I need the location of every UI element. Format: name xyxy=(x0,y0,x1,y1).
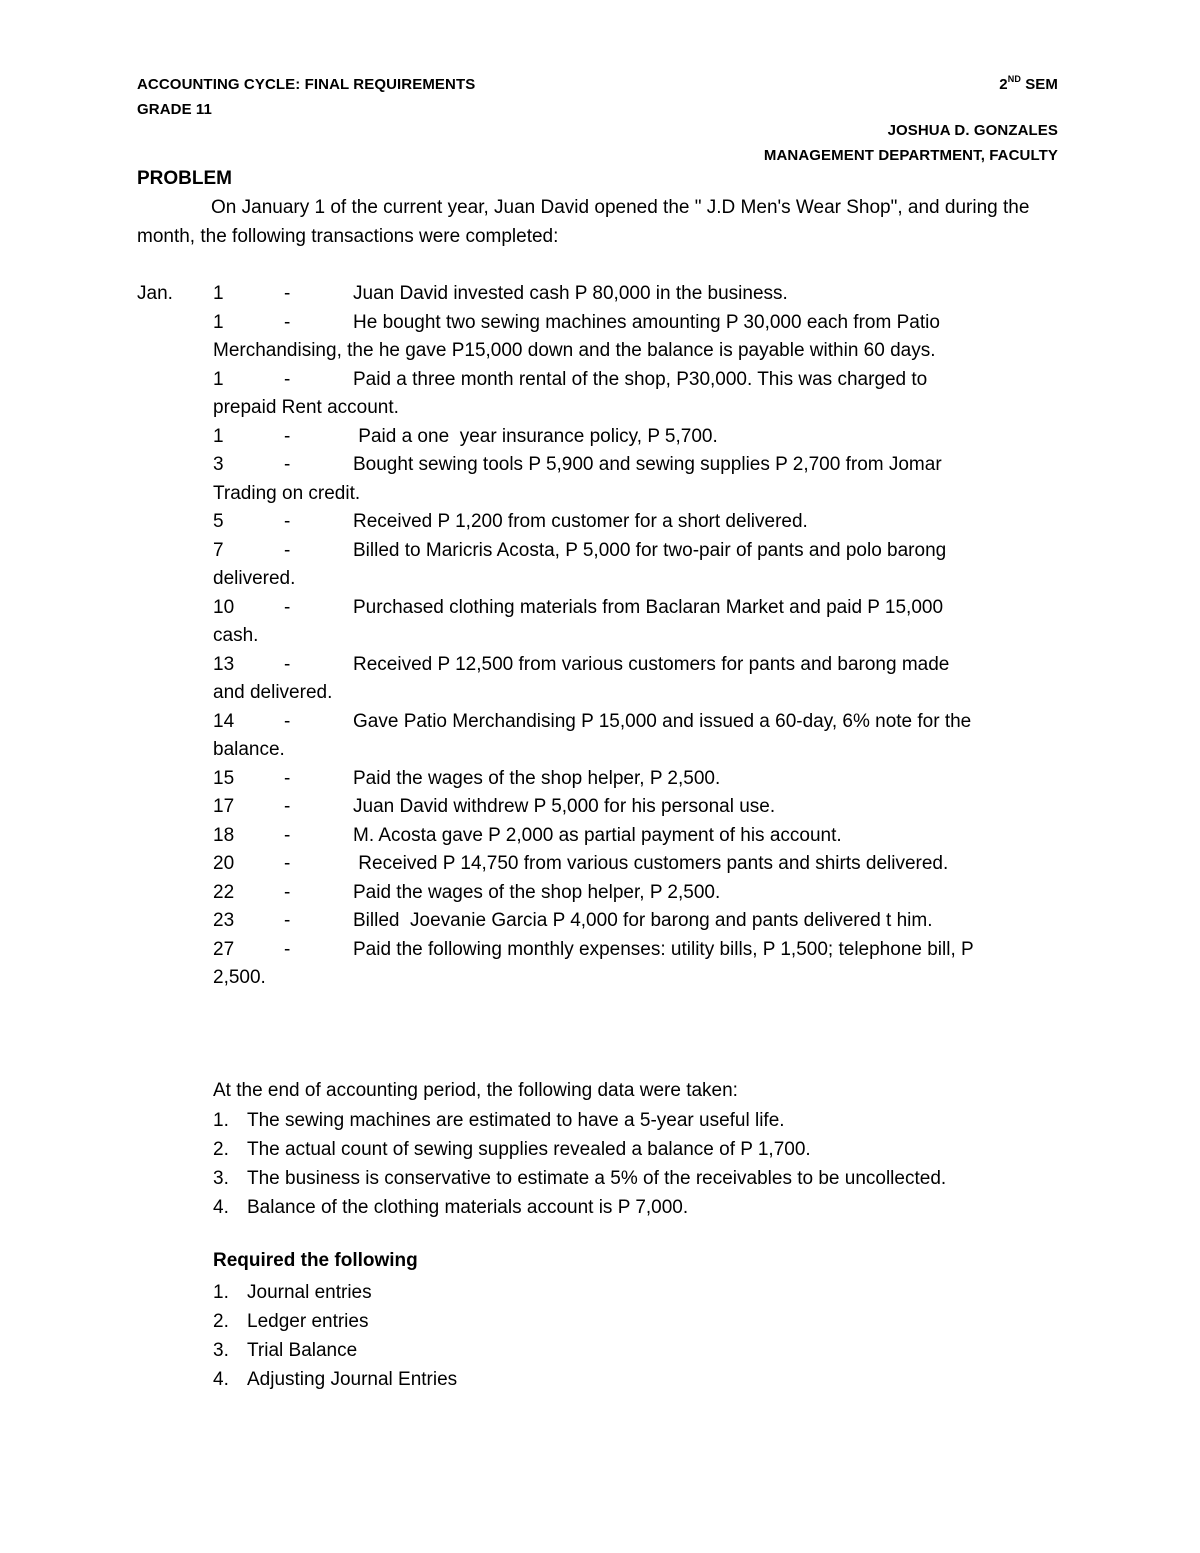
author-name: JOSHUA D. GONZALES xyxy=(887,122,1058,139)
transaction-dash: - xyxy=(284,910,291,931)
transaction-row xyxy=(137,508,1067,537)
transaction-row xyxy=(137,451,1067,508)
transaction-text: Bought sewing tools P 5,900 and sewing supplies P 2,700 from Jomar xyxy=(353,454,942,475)
semester-suffix: ND xyxy=(1007,74,1021,84)
document-title: ACCOUNTING CYCLE: FINAL REQUIREMENTS xyxy=(137,76,476,93)
transaction-text: Paid the wages of the shop helper, P 2,500. xyxy=(353,881,721,903)
list-text: The sewing machines are estimated to have a 5-year useful life. xyxy=(247,1110,785,1131)
transaction-row xyxy=(137,423,1067,452)
list-number: 3. xyxy=(213,1340,229,1361)
transaction-text-cont: cash. xyxy=(213,625,259,646)
transaction-row xyxy=(137,309,1067,366)
transaction-text: Paid the wages of the shop helper, P 2,500. xyxy=(353,767,721,789)
transaction-day: 23 xyxy=(213,910,235,931)
transaction-day: 17 xyxy=(213,796,235,817)
transaction-dash: - xyxy=(284,454,291,475)
transaction-text-cont: Merchandising, the he gave P15,000 down and the balance is payable within 60 days. xyxy=(213,340,936,361)
list-item xyxy=(213,1193,1113,1222)
transaction-text-cont: Trading on credit. xyxy=(213,482,361,504)
transaction-row xyxy=(137,537,1067,594)
transaction-row xyxy=(137,936,1067,993)
transaction-text: Juan David withdrew P 5,000 for his personal use. xyxy=(353,796,776,817)
list-number: 1. xyxy=(213,1110,229,1131)
transaction-row xyxy=(137,850,1067,879)
list-item xyxy=(213,1164,1113,1193)
transaction-list xyxy=(137,280,1067,993)
transaction-text-cont: and delivered. xyxy=(213,682,333,703)
grade-label: GRADE 11 xyxy=(137,101,212,118)
transaction-dash: - xyxy=(284,311,291,333)
transaction-text: Billed Joevanie Garcia P 4,000 for barong and pants delivered t him. xyxy=(353,910,933,931)
transaction-dash: - xyxy=(284,596,291,618)
transaction-row xyxy=(137,793,1067,822)
transaction-day: 5 xyxy=(213,511,224,532)
transaction-dash: - xyxy=(284,653,291,675)
transaction-day: 1 xyxy=(213,283,224,304)
transaction-row xyxy=(137,765,1067,794)
transaction-dash: - xyxy=(284,881,291,903)
transaction-text: He bought two sewing machines amounting P 30,000 each from Patio xyxy=(353,311,940,333)
transaction-text: Paid a one year insurance policy, P 5,700. xyxy=(353,425,718,447)
transaction-text-cont: delivered. xyxy=(213,568,296,589)
transaction-day: 7 xyxy=(213,539,224,561)
list-number: 2. xyxy=(213,1139,229,1160)
list-item xyxy=(213,1336,1113,1365)
transaction-text: Paid the following monthly expenses: utility bills, P 1,500; telephone bill, P xyxy=(353,938,974,960)
list-item xyxy=(213,1135,1113,1164)
transaction-dash: - xyxy=(284,710,291,732)
transaction-day: 20 xyxy=(213,853,235,874)
problem-title: PROBLEM xyxy=(137,168,232,189)
required-list xyxy=(213,1278,1113,1394)
transaction-text: Purchased clothing materials from Baclaran Market and paid P 15,000 xyxy=(353,596,944,618)
transaction-day: 18 xyxy=(213,824,235,846)
transaction-row xyxy=(137,651,1067,708)
transaction-dash: - xyxy=(284,824,291,846)
transaction-dash: - xyxy=(284,938,291,960)
semester-number: 2 xyxy=(999,76,1008,93)
problem-intro-text: On January 1 of the current year, Juan David opened the " J.D Men's Wear Shop", and during the month, the following transactions were completed: xyxy=(137,197,1030,247)
end-period-intro: At the end of accounting period, the following data were taken: xyxy=(213,1080,738,1101)
transaction-dash: - xyxy=(284,796,291,817)
list-text: Ledger entries xyxy=(247,1311,369,1332)
list-item xyxy=(213,1106,1113,1135)
transaction-text: Received P 12,500 from various customers for pants and barong made xyxy=(353,653,950,675)
transaction-row xyxy=(137,280,1067,309)
list-text: Trial Balance xyxy=(247,1340,358,1361)
list-text: Journal entries xyxy=(247,1282,372,1303)
list-number: 4. xyxy=(213,1369,229,1390)
list-text: Balance of the clothing materials account is P 7,000. xyxy=(247,1197,689,1218)
transaction-dash: - xyxy=(284,425,291,447)
transaction-dash: - xyxy=(284,853,291,874)
transaction-dash: - xyxy=(284,368,291,390)
list-text: The business is conservative to estimate a 5% of the receivables to be uncollected. xyxy=(247,1168,947,1189)
transaction-day: 14 xyxy=(213,710,235,732)
transaction-row xyxy=(137,594,1067,651)
transaction-day: 27 xyxy=(213,938,235,960)
transaction-text: Gave Patio Merchandising P 15,000 and issued a 60-day, 6% note for the xyxy=(353,710,972,732)
transaction-day: 1 xyxy=(213,425,224,447)
transaction-day: 1 xyxy=(213,311,224,333)
transaction-text: M. Acosta gave P 2,000 as partial payment of his account. xyxy=(353,824,842,846)
transaction-month: Jan. xyxy=(137,283,173,304)
transaction-row xyxy=(137,822,1067,851)
end-period-list xyxy=(213,1106,1113,1222)
transaction-dash: - xyxy=(284,511,291,532)
transaction-row xyxy=(137,879,1067,908)
transaction-dash: - xyxy=(284,283,291,304)
list-number: 3. xyxy=(213,1168,229,1189)
list-item xyxy=(213,1307,1113,1336)
transaction-day: 22 xyxy=(213,881,235,903)
transaction-text-cont: prepaid Rent account. xyxy=(213,397,399,418)
required-title: Required the following xyxy=(213,1250,418,1271)
list-text: Adjusting Journal Entries xyxy=(247,1369,458,1390)
transaction-day: 1 xyxy=(213,368,224,390)
list-number: 2. xyxy=(213,1311,229,1332)
transaction-row xyxy=(137,366,1067,423)
list-item xyxy=(213,1278,1113,1307)
list-number: 1. xyxy=(213,1282,229,1303)
transaction-text: Received P 1,200 from customer for a short delivered. xyxy=(353,511,808,532)
transaction-text: Juan David invested cash P 80,000 in the business. xyxy=(353,283,788,304)
author-department: MANAGEMENT DEPARTMENT, FACULTY xyxy=(763,147,1058,164)
list-number: 4. xyxy=(213,1197,229,1218)
transaction-text: Paid a three month rental of the shop, P30,000. This was charged to xyxy=(353,368,928,390)
transaction-day: 15 xyxy=(213,767,235,789)
semester-text: SEM xyxy=(1020,76,1058,93)
transaction-text: Billed to Maricris Acosta, P 5,000 for two-pair of pants and polo barong xyxy=(353,539,947,561)
problem-intro xyxy=(137,194,1067,251)
transaction-row xyxy=(137,907,1067,936)
transaction-dash: - xyxy=(284,767,291,789)
transaction-text: Received P 14,750 from various customers pants and shirts delivered. xyxy=(353,853,949,874)
transaction-day: 13 xyxy=(213,653,235,675)
list-text: The actual count of sewing supplies revealed a balance of P 1,700. xyxy=(247,1139,811,1160)
transaction-row xyxy=(137,708,1067,765)
transaction-text-cont: balance. xyxy=(213,739,285,760)
transaction-text-cont: 2,500. xyxy=(213,967,266,988)
transaction-day: 3 xyxy=(213,454,224,475)
transaction-dash: - xyxy=(284,539,291,561)
transaction-day: 10 xyxy=(213,596,235,618)
list-item xyxy=(213,1365,1113,1394)
semester-label xyxy=(999,76,1058,93)
